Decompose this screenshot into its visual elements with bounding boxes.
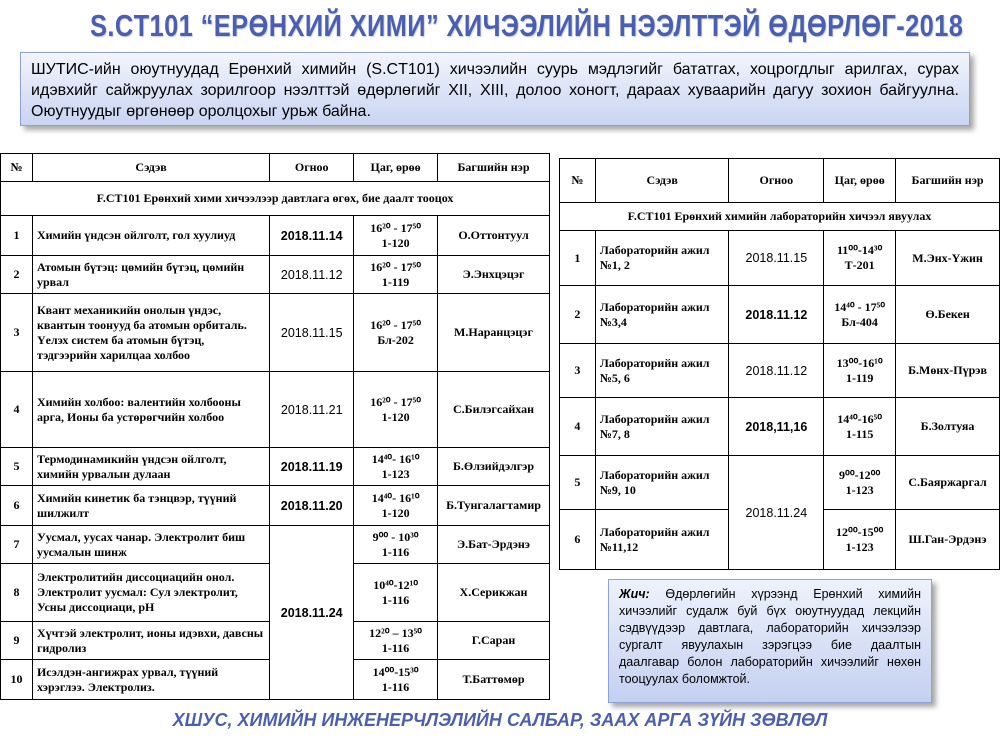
row-no: 10 [1, 660, 33, 700]
row-date: 2018.11.21 [270, 372, 354, 448]
row-topic: Лабораторийн ажил №7, 8 [595, 398, 729, 456]
row-teacher: Э.Энхцэцэг [438, 256, 550, 294]
row-no: 2 [560, 286, 596, 344]
table-row [1, 448, 550, 486]
row-topic: Химийн үндсэн ойлголт, гол хуулиуд [32, 216, 269, 256]
row-date: 2018.11.20 [270, 486, 354, 526]
col-header-topic: Сэдэв [595, 159, 729, 203]
row-no: 2 [1, 256, 33, 294]
table-row [1, 526, 550, 564]
row-time-room [354, 564, 438, 622]
row-topic: Лабораторийн ажил №9, 10 [595, 456, 729, 510]
col-header-time: Цаг, өрөө [824, 159, 896, 203]
row-teacher: Б.Тунгалагтамир [438, 486, 550, 526]
row-time: 9⁰⁰-12⁰⁰ [839, 467, 881, 482]
row-room: 1-116 [381, 640, 410, 655]
row-time: 16²⁰ - 17⁵⁰ [370, 317, 421, 332]
row-room: 1-116 [381, 592, 410, 607]
row-room: Бл-202 [377, 332, 414, 347]
intro-text: ШУТИС-ийн оюутнуудад Ерөнхий химийн (S.CT101) хичээлийн суурь мэдлэгийг бататгах, хоцрогдлыг арилгах, сурах идэвхийг сайжруулах зорилгоор нээлттэй өдөрлөгийг XII, XIII, долоо хоногт, дараах хуваарийн дагуу зохион байгуулна. Оюутнуудыг өргөнөөр оролцохыг урьж байна. [20, 52, 970, 126]
row-time-room [354, 294, 438, 372]
row-time: 13⁰⁰-16¹⁰ [836, 355, 883, 370]
row-room: 1-120 [381, 409, 410, 424]
row-room: 1-120 [381, 505, 410, 520]
row-no: 5 [560, 456, 596, 510]
row-no: 3 [1, 294, 33, 372]
row-room: 1-123 [845, 482, 874, 497]
row-teacher: С.Баяржаргал [896, 456, 1000, 510]
row-topic: Лабораторийн ажил №1, 2 [595, 231, 729, 286]
row-time: 16²⁰ - 17⁵⁰ [370, 220, 421, 235]
row-teacher: М.Энх-Үжин [896, 231, 1000, 286]
row-time-room [824, 456, 896, 510]
col-header-date: Огноо [729, 159, 824, 203]
table-row [1, 216, 550, 256]
table-row [560, 456, 1000, 510]
row-date: 2018.11.14 [270, 216, 354, 256]
note-label: Жич: [619, 587, 650, 601]
row-time-room [354, 256, 438, 294]
row-time: 14⁴⁰- 16¹⁰ [371, 490, 420, 505]
row-teacher: Б.Золтуяа [896, 398, 1000, 456]
row-room: 1-116 [381, 679, 410, 694]
row-room: 1-123 [381, 466, 410, 481]
row-teacher: Ө.Бекен [896, 286, 1000, 344]
row-time-room [824, 510, 896, 570]
row-topic: Хүчтэй электролит, ионы идэвхи, давсны гидролиз [32, 622, 269, 660]
row-room: 1-120 [381, 235, 410, 250]
table-row [560, 286, 1000, 344]
col-header-no: № [560, 159, 596, 203]
row-time-room [354, 486, 438, 526]
row-date: 2018.11.15 [270, 294, 354, 372]
table-row [560, 398, 1000, 456]
table-row [1, 256, 550, 294]
row-teacher: С.Билэгсайхан [438, 372, 550, 448]
table-row [560, 344, 1000, 398]
row-topic: Лабораторийн ажил №5, 6 [595, 344, 729, 398]
row-topic: Электролитийн диссоциацийн онол. Электролит уусмал: Сул электролит, Усны диссоциаци, pH [32, 564, 269, 622]
table-header-row [1, 154, 550, 182]
row-topic: Химийн кинетик ба тэнцвэр, түүний шилжилт [32, 486, 269, 526]
row-time: 14⁴⁰ - 17⁵⁰ [834, 299, 886, 314]
row-date: 2018.11.24 [270, 526, 354, 700]
row-no: 6 [1, 486, 33, 526]
row-no: 6 [560, 510, 596, 570]
row-time-room [354, 372, 438, 448]
row-date: 2018.11.15 [729, 231, 824, 286]
row-teacher: М.Наранцэцэг [438, 294, 550, 372]
row-topic: Лабораторийн ажил №11,12 [595, 510, 729, 570]
row-time: 12²⁰ – 13⁵⁰ [369, 625, 422, 640]
row-topic: Лабораторийн ажил №3,4 [595, 286, 729, 344]
note-box [608, 579, 932, 703]
row-teacher: Э.Бат-Эрдэнэ [438, 526, 550, 564]
footer-text: ХШУС, ХИМИЙН ИНЖЕНЕРЧЛЭЛИЙН САЛБАР, ЗААХ АРГА ЗҮЙН ЗӨВЛӨЛ [172, 710, 828, 730]
row-no: 1 [560, 231, 596, 286]
col-header-topic: Сэдэв [32, 154, 269, 182]
row-room: 1-123 [845, 539, 874, 554]
row-time-room [824, 231, 896, 286]
row-time: 14⁴⁰-16⁵⁰ [837, 411, 883, 426]
row-time-room [354, 660, 438, 700]
row-time: 14⁰⁰-15³⁰ [372, 664, 419, 679]
table-row [1, 294, 550, 372]
row-time: 16²⁰ - 17⁵⁰ [370, 394, 421, 409]
col-header-teacher: Багшийн нэр [896, 159, 1000, 203]
table-row [560, 231, 1000, 286]
section-title: F.CT101 Ерөнхий химийн лабораторийн хичээл явуулах [560, 203, 1000, 231]
row-time-room [354, 526, 438, 564]
row-time: 14⁴⁰- 16¹⁰ [371, 451, 420, 466]
row-no: 3 [560, 344, 596, 398]
row-teacher: Т.Баттөмөр [438, 660, 550, 700]
section-title: F.CT101 Ерөнхий хими хичээлээр давтлага өгөх, бие даалт тооцох [1, 182, 550, 216]
row-time: 9⁰⁰ - 10³⁰ [372, 529, 419, 544]
row-time-room [824, 286, 896, 344]
table-row [1, 486, 550, 526]
row-topic: Атомын бүтэц: цөмийн бүтэц, цөмийн урвал [32, 256, 269, 294]
col-header-no: № [1, 154, 33, 182]
row-teacher: Г.Саран [438, 622, 550, 660]
row-no: 1 [1, 216, 33, 256]
row-room: Бл-404 [841, 314, 878, 329]
lab-schedule-table [559, 158, 1000, 570]
row-no: 4 [560, 398, 596, 456]
row-date: 2018.11.12 [729, 286, 824, 344]
table-row [1, 372, 550, 448]
row-no: 8 [1, 564, 33, 622]
row-room: 1-116 [381, 544, 410, 559]
row-time-room [824, 398, 896, 456]
page-title: S.CT101 “ЕРӨНХИЙ ХИМИ” ХИЧЭЭЛИЙН НЭЭЛТТЭЙ ӨДӨРЛӨГ-2018 [90, 8, 964, 43]
table-header-row [560, 159, 1000, 203]
lecture-schedule-table [0, 153, 550, 700]
row-date: 2018,11,16 [729, 398, 824, 456]
row-time-room [824, 344, 896, 398]
note-text: Өдөрлөгийн хүрээнд Ерөнхий химийн хичээлийг судалж буй бүх оюутнуудад лекцийн сэдвүүдээр давтлага, лабораторийн хичээлээр сургалт явуулахын зэрэгцээ бие даалтын даалгавар болон лабораторийн хичээлийг нөхөн тооцуулах боломжтой. [619, 587, 921, 686]
row-topic: Химийн холбоо: валентийн холбооны арга, Ионы ба устөрөгчийн холбоо [32, 372, 269, 448]
row-topic: Уусмал, уусах чанар. Электролит биш уусмалын шинж [32, 526, 269, 564]
row-topic: Исэлдэн-ангижрах урвал, түүний хэрэглээ. Электролиз. [32, 660, 269, 700]
row-time-room [354, 448, 438, 486]
row-no: 7 [1, 526, 33, 564]
row-room: 1-119 [381, 274, 410, 289]
row-time: 16²⁰ - 17⁵⁰ [370, 259, 421, 274]
row-topic: Квант механикийн онолын үндэс, квантын тоонууд ба атомын орбиталь. Үелэх систем ба атомын бүтэц, тэдгээрийн харилцаа холбоо [32, 294, 269, 372]
row-teacher: Ш.Ган-Эрдэнэ [896, 510, 1000, 570]
col-header-date: Огноо [270, 154, 354, 182]
row-room: Т-201 [844, 258, 875, 272]
row-date: 2018.11.24 [729, 456, 824, 570]
row-no: 4 [1, 372, 33, 448]
row-date: 2018.11.19 [270, 448, 354, 486]
row-time: 10⁴⁰-12¹⁰ [373, 577, 418, 592]
row-teacher: Х.Серикжан [438, 564, 550, 622]
row-date: 2018.11.12 [270, 256, 354, 294]
row-topic: Термодинамикийн үндсэн ойлголт, химийн урвалын дулаан [32, 448, 269, 486]
row-no: 5 [1, 448, 33, 486]
row-time: 11⁰⁰-14³⁰ [836, 243, 883, 257]
row-teacher: О.Оттонтуул [438, 216, 550, 256]
row-teacher: Б.Мөнх-Пүрэв [896, 344, 1000, 398]
row-teacher: Б.Өлзийдэлгэр [438, 448, 550, 486]
col-header-teacher: Багшийн нэр [438, 154, 550, 182]
row-date: 2018.11.12 [729, 344, 824, 398]
row-room: 1-119 [845, 370, 874, 385]
row-time-room [354, 216, 438, 256]
row-no: 9 [1, 622, 33, 660]
row-room: 1-115 [845, 426, 874, 441]
row-time-room [354, 622, 438, 660]
col-header-time: Цаг, өрөө [354, 154, 438, 182]
row-time: 12⁰⁰-15⁰⁰ [836, 524, 884, 539]
